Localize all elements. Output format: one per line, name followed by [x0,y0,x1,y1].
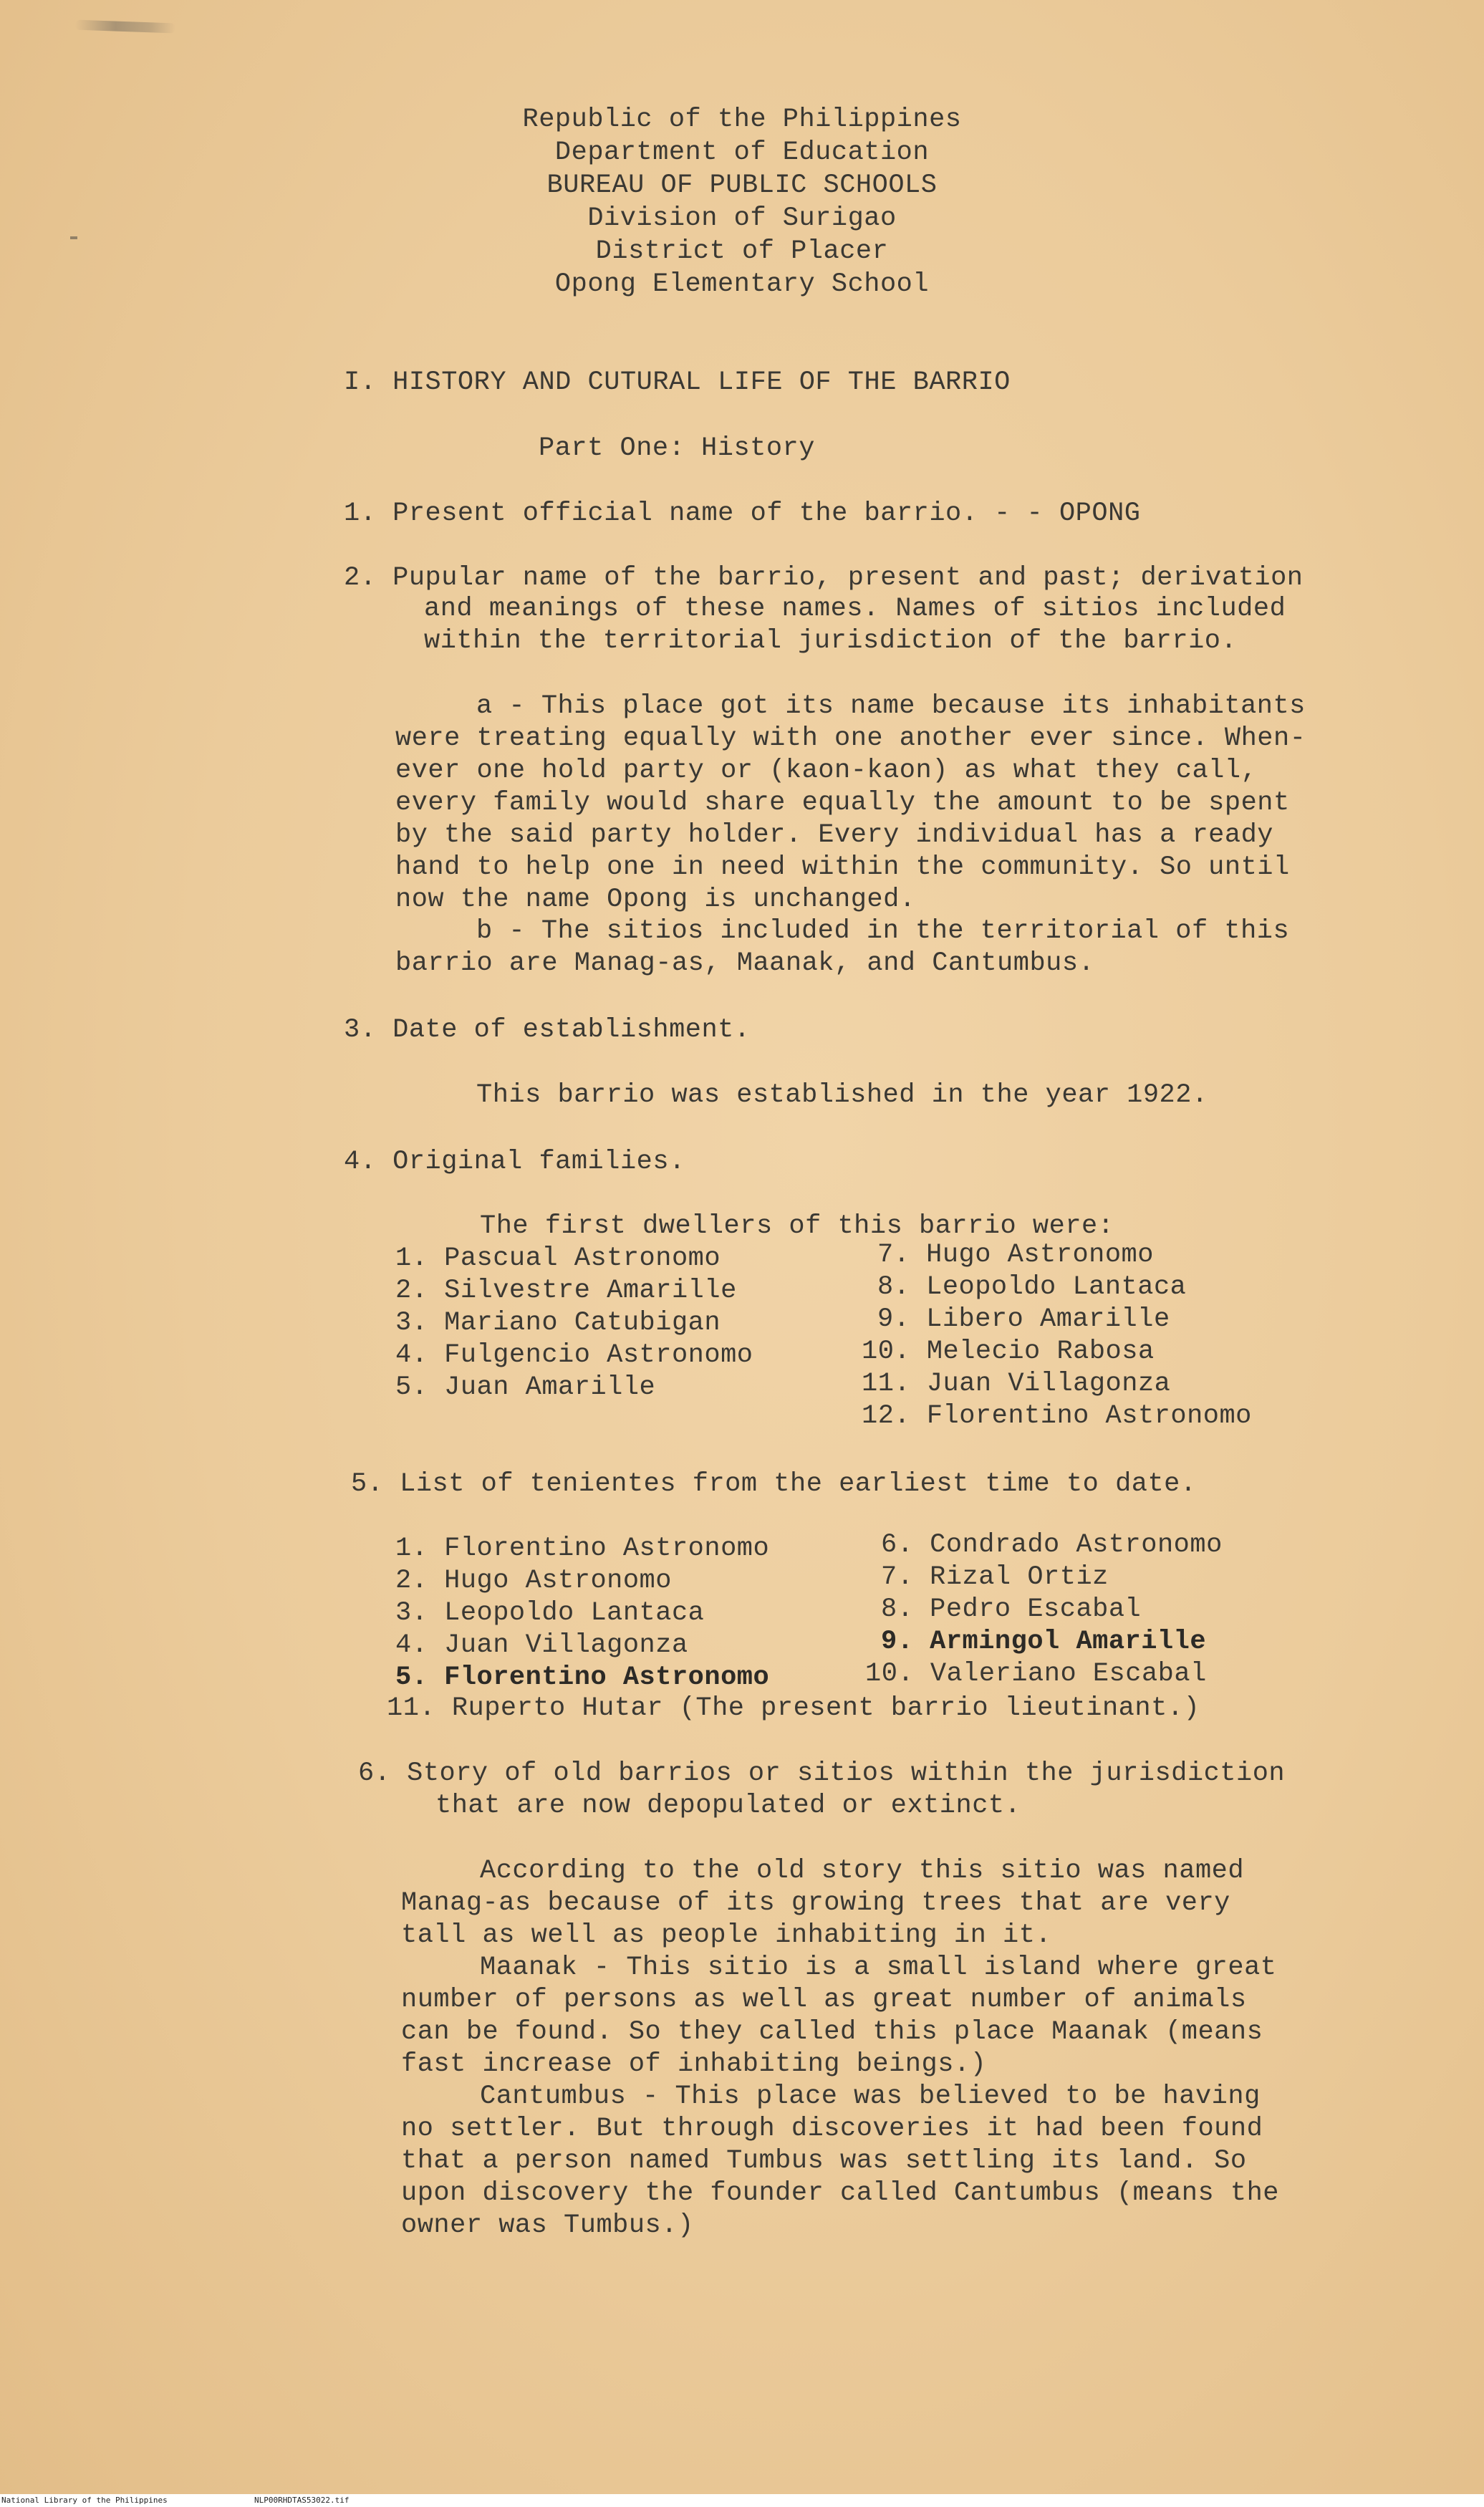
answer-6-line: According to the old story this sitio was named [480,1856,1245,1886]
answer-6-line: upon discovery the founder called Cantumbus (means the [401,2178,1279,2208]
family-item: 2. Silvestre Amarille [395,1276,737,1306]
question-1: 1. Present official name of the barrio. - - OPONG [344,499,1141,529]
answer-6-line: fast increase of inhabiting beings.) [401,2049,987,2079]
family-item: 10. Melecio Rabosa [862,1337,1155,1367]
family-item: 3. Mariano Catubigan [395,1308,721,1338]
answer-6-line: that a person named Tumbus was settling its land. So [401,2146,1247,2176]
teniente-item-current: 11. Ruperto Hutar (The present barrio lieutinant.) [387,1693,1200,1723]
header-republic: Republic of the Philippines [522,105,962,135]
answer-2-line-6: hand to help one in need within the community. So until [395,852,1290,882]
header-division: Division of Surigao [587,203,897,234]
teniente-item: 8. Pedro Escabal [881,1594,1142,1625]
answer-6-line: tall as well as people inhabiting in it. [401,1920,1052,1950]
family-item: 11. Juan Villagonza [862,1369,1171,1399]
question-6-line-2: that are now depopulated or extinct. [435,1791,1021,1821]
header-department: Department of Education [554,138,930,168]
answer-2-line-4: every family would share equally the amount to be spent [395,788,1290,818]
question-2-line-3: within the territorial jurisdiction of the barrio. [424,626,1238,656]
answer-6-line: number of persons as well as great number of animals [401,1985,1247,2015]
question-5: 5. List of tenientes from the earliest time to date. [351,1469,1197,1499]
answer-2-line-5: by the said party holder. Every individual has a ready [395,820,1273,850]
answer-2-line-2: were treating equally with one another ever since. When- [395,723,1306,754]
family-item: 8. Leopoldo Lantaca [877,1272,1187,1302]
question-2-line-1: 2. Pupular name of the barrio, present and past; derivation [344,563,1304,593]
answer-6-line: no settler. But through discoveries it had been found [401,2114,1263,2144]
answer-6-line: Manag-as because of its growing trees that are very [401,1888,1230,1918]
family-item: 1. Pascual Astronomo [395,1243,721,1274]
answer-2-line-8: b - The sitios included in the territorial of this [476,916,1290,946]
answer-6-line: can be found. So they called this place Maanak (means [401,2017,1263,2047]
header-district: District of Placer [595,236,889,266]
ink-smudge [75,20,175,34]
teniente-item: 9. Armingol Amarille [881,1627,1207,1657]
teniente-item: 2. Hugo Astronomo [395,1566,672,1596]
teniente-item: 10. Valeriano Escabal [865,1659,1207,1689]
answer-6-line: Cantumbus - This place was believed to be having [480,2082,1261,2112]
family-item: 5. Juan Amarille [395,1372,656,1402]
footer-library: National Library of the Philippines [1,2496,168,2505]
teniente-item: 6. Condrado Astronomo [881,1530,1223,1560]
family-item: 12. Florentino Astronomo [862,1401,1252,1431]
header-school: Opong Elementary School [554,269,930,299]
answer-3: This barrio was established in the year 1922. [476,1080,1208,1110]
family-item: 4. Fulgencio Astronomo [395,1340,753,1370]
scan-footer [0,2494,1484,2507]
answer-6-line: owner was Tumbus.) [401,2210,694,2241]
answer-2-line-1: a - This place got its name because its inhabitants [476,691,1306,721]
families-intro: The first dwellers of this barrio were: [480,1211,1114,1241]
family-item: 9. Libero Amarille [877,1304,1170,1334]
answer-2-line-9: barrio are Manag-as, Maanak, and Cantumbus. [395,948,1095,978]
family-item: 7. Hugo Astronomo [877,1240,1154,1270]
answer-6-line: Maanak - This sitio is a small island where great [480,1953,1277,1983]
question-3: 3. Date of establishment. [344,1015,751,1045]
question-6-line-1: 6. Story of old barrios or sitios within the jurisdiction [358,1758,1286,1789]
teniente-item: 1. Florentino Astronomo [395,1534,770,1564]
part-title: Part One: History [539,433,815,463]
teniente-item: 7. Rizal Ortiz [881,1562,1109,1592]
section-title: I. HISTORY AND CUTURAL LIFE OF THE BARRIO [344,367,1011,398]
header-bureau: BUREAU OF PUBLIC SCHOOLS [546,170,938,201]
teniente-item: 4. Juan Villagonza [395,1630,688,1660]
question-4: 4. Original families. [344,1147,685,1177]
answer-2-line-7: now the name Opong is unchanged. [395,885,916,915]
teniente-item: 5. Florentino Astronomo [395,1662,770,1693]
question-2-line-2: and meanings of these names. Names of sitios included [424,594,1286,624]
footer-filename: NLP00RHDTAS53022.tif [254,2496,350,2505]
answer-2-line-3: ever one hold party or (kaon-kaon) as what they call, [395,756,1258,786]
teniente-item: 3. Leopoldo Lantaca [395,1598,705,1628]
